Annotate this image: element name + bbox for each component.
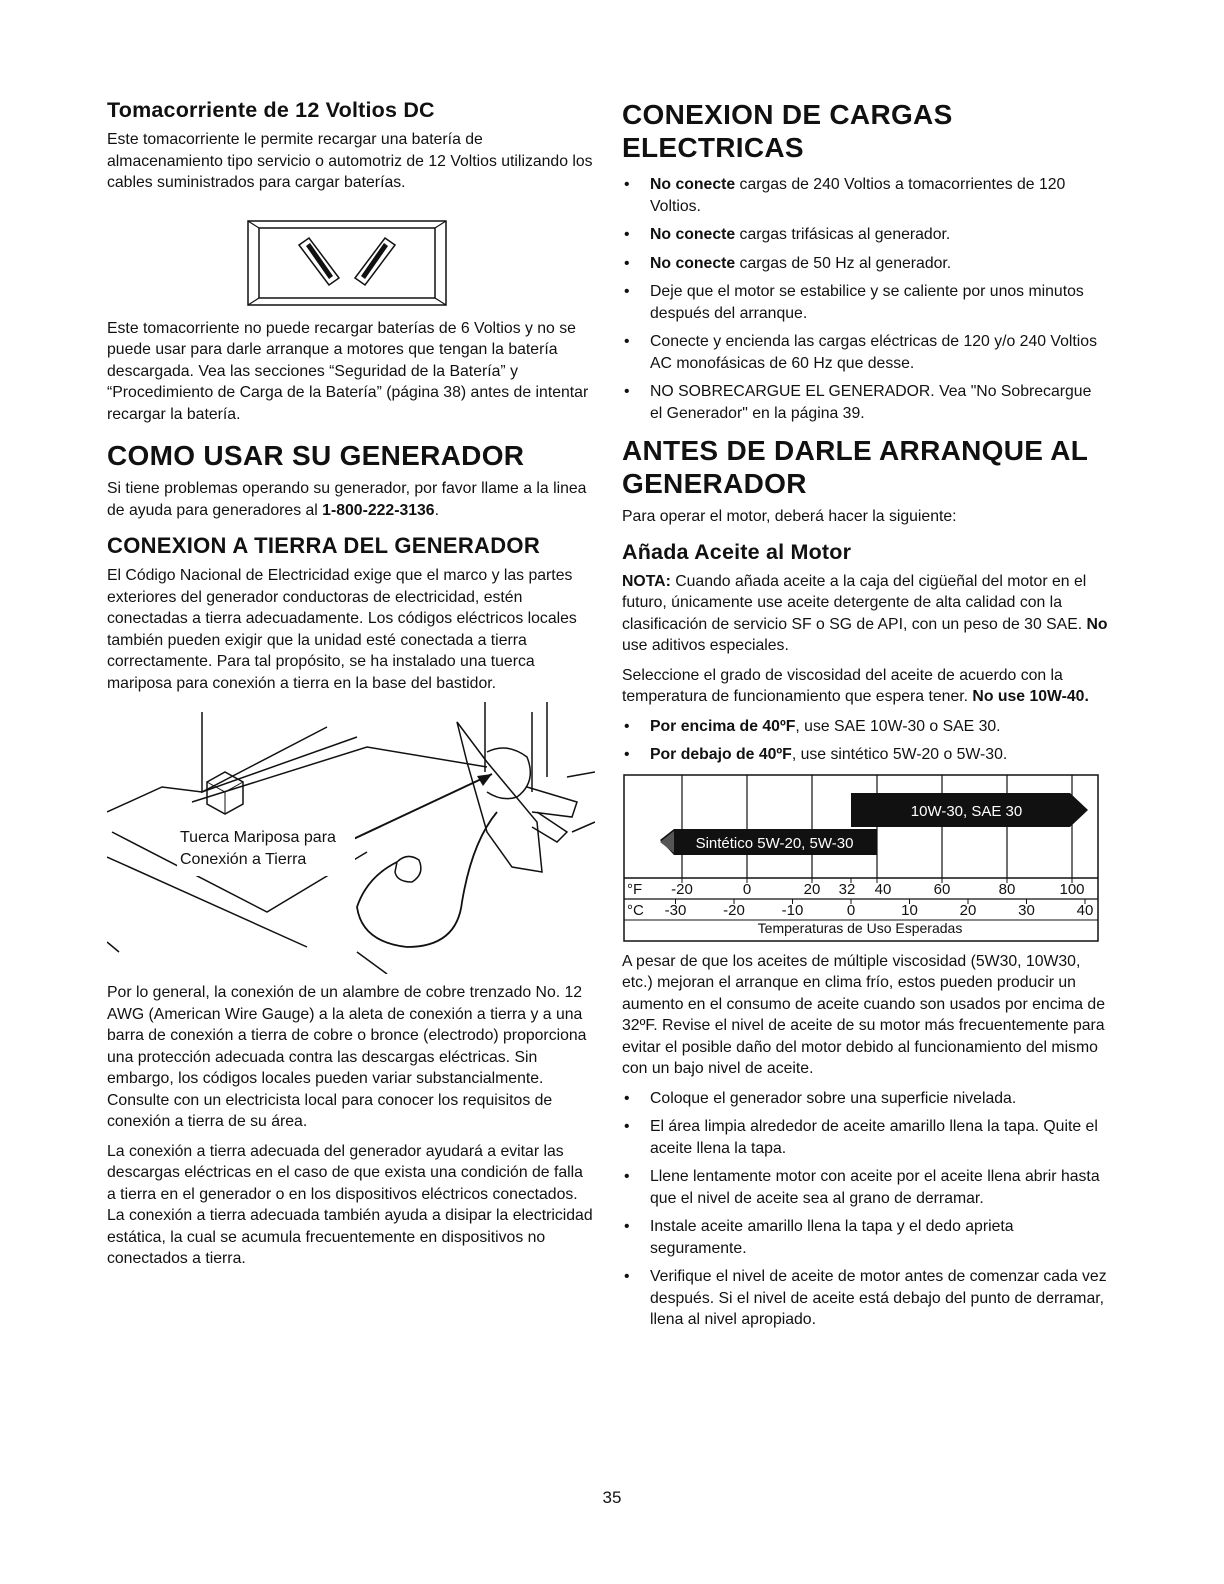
dc-outlet-figure (247, 220, 447, 306)
aceite-title: Añada Aceite al Motor (622, 539, 852, 564)
list-item: • Instale aceite amarillo llena la tapa y el dedo aprieta seguramente. (622, 1216, 1108, 1259)
c-tick-label: 40 (1076, 901, 1094, 919)
list-item: • No conecte cargas trifásicas al generador. (622, 224, 1108, 246)
fill-list (622, 1088, 1108, 1331)
bar-label-synthetic: Sintético 5W-20, 5W-30 (695, 834, 854, 852)
f-unit-label: °F (627, 880, 643, 898)
page-number: 35 (602, 1488, 622, 1507)
right-column (622, 98, 1108, 1338)
list-item: • No conecte cargas de 240 Voltios a tomacorrientes de 120 Voltios. (622, 174, 1108, 217)
list-item: • El área limpia alrededor de aceite amarillo llena la tapa. Quite el aceite llena la tapa. (622, 1116, 1108, 1159)
list-item: • No conecte cargas de 50 Hz al generador. (622, 253, 1108, 275)
tierra-paragraph-2: Por lo general, la conexión de un alambre de cobre trenzado No. 12 AWG (American Wire Gauge) a la aleta de conexión a tierra y a una barra de conexión a tierra de cobre o bronce (electrodo) proporciona una protección adecuada contra las descargas eléctricas. Sin embargo, los códigos locales pueden variar substancialmente. Consulte con un electricista local para conocer los requisitos de conexión a tierra de su área. (107, 984, 587, 1130)
tierra-paragraph-3: La conexión a tierra adecuada del generador ayudará a evitar las descargas eléctricas en el caso de que exista una condición de falla a tierra en el generador o en los dispositivos eléctricos conectados. La conexión a tierra adecuada también ayuda a disipar la electricidad estática, la cual se acumula frecuentemente en dispositivos no conectados a tierra. (107, 1142, 593, 1267)
como-paragraph: Si tiene problemas operando su generador, por favor llame a la linea de ayuda para generadores al 1-800-222-3136. (107, 480, 587, 519)
como-title: COMO USAR SU GENERADOR (107, 440, 525, 471)
list-item: • Coloque el generador sobre una superficie nivelada. (622, 1088, 1108, 1110)
multi-viscosity-paragraph: A pesar de que los aceites de múltiple viscosidad (5W30, 10W30, etc.) mejoran el arranque en clima frío, estos pueden producir un aumento en el consumo de aceite cuando son usados por encima de 32ºF. Revise el nivel de aceite de su motor más frecuentemente para evitar el posible daño del motor debido al funcionamiento del mismo con un bajo nivel de aceite. (622, 952, 1106, 1077)
chart-title: Temperaturas de Uso Esperadas (757, 919, 963, 936)
c-tick-label: 0 (846, 901, 856, 919)
c-tick-label: -10 (781, 901, 804, 919)
cargas-list (622, 174, 1108, 424)
c-unit-label: °C (627, 901, 644, 919)
wingnut-label-line-2: Conexión a Tierra (180, 851, 307, 868)
helpline-phone: 1-800-222-3136 (322, 501, 435, 519)
list-item: • Deje que el motor se estabilice y se caliente por unos minutos después del arranque. (622, 281, 1108, 324)
f-tick-label: 32 (838, 880, 856, 898)
list-item: • Verifique el nivel de aceite de motor antes de comenzar cada vez después. Si el nivel de aceite está debajo del punto de derramar, llena al nivel apropiado. (622, 1266, 1108, 1331)
list-item: • Por encima de 40ºF, use SAE 10W-30 o SAE 30. (622, 716, 1108, 738)
list-item: • NO SOBRECARGUE EL GENERADOR. Vea "No Sobrecargue el Generador" en la página 39. (622, 381, 1108, 424)
c-tick-label: -20 (723, 901, 745, 919)
c-tick-label: 20 (959, 901, 977, 919)
antes-title: ANTES DE DARLE ARRANQUE AL GENERADOR (622, 435, 1089, 499)
temp-list (622, 716, 1108, 766)
f-tick-label: 20 (803, 880, 821, 898)
outlet-slot-right-fill (361, 243, 388, 279)
cargas-title: CONEXION DE CARGAS ELECTRICAS (622, 99, 953, 163)
outlet-bevel-lines (248, 221, 446, 305)
f-tick-label: 60 (933, 880, 951, 898)
ground-wingnut-figure (107, 702, 595, 974)
outlet-outer-frame (248, 221, 446, 305)
list-item: • Conecte y encienda las cargas eléctricas de 120 y/o 240 Voltios AC monofásicas de 60 Hz que desse. (622, 331, 1108, 374)
f-tick-label: 80 (998, 880, 1016, 898)
oil-temperature-chart (622, 773, 1100, 943)
outlet-paragraph-1: Este tomacorriente le permite recargar una batería de almacenamiento tipo servicio o automotriz de 12 Voltios utilizando los cables suministrados para cargar baterías. (107, 131, 593, 191)
f-tick-label: 100 (1059, 880, 1085, 898)
bar-label-10w30: 10W-30, SAE 30 (910, 802, 1023, 820)
c-tick-label: 10 (901, 901, 918, 919)
f-tick-label: 0 (742, 880, 752, 898)
f-tick-label: -20 (671, 880, 693, 898)
antes-paragraph: Para operar el motor, deberá hacer la siguiente: (622, 508, 957, 525)
c-tick-label: -30 (664, 901, 687, 919)
outlet-title: Tomacorriente de 12 Voltios DC (107, 98, 435, 122)
left-column (107, 98, 595, 1278)
outlet-paragraph-2: Este tomacorriente no puede recargar baterías de 6 Voltios y no se puede usar para darle arranque a motores que tengan la batería descargada. Vea las secciones “Seguridad de la Batería” y “Procedimiento de Carga de la Batería” (página 38) antes de intentar recargar la batería. (107, 319, 589, 423)
list-item: • Por debajo de 40ºF, use sintético 5W-20 o 5W-30. (622, 744, 1108, 766)
tierra-title: CONEXION A TIERRA DEL GENERADOR (107, 533, 541, 558)
outlet-slot-left-fill (306, 243, 333, 279)
tierra-paragraph-1: El Código Nacional de Electricidad exige que el marco y las partes exteriores del generador conductoras de electricidad, estén conectadas a tierra adecuadamente. Los códigos eléctricos locales también pueden exigir que la unidad esté conectada a tierra correctamente. Para tal propósito, se ha instalado una tuerca mariposa para conexión a tierra en la base del bastidor. (107, 567, 577, 692)
viscosity-paragraph: Seleccione el grado de viscosidad del aceite de acuerdo con la temperatura de funcionamiento que espera tener. No use 10W-40. (622, 666, 1089, 705)
bar-synthetic-arrow (660, 831, 674, 853)
c-tick-label: 30 (1018, 901, 1035, 919)
nota-paragraph: NOTA: Cuando añada aceite a la caja del cigüeñal del motor en el futuro, únicamente use aceite detergente de alta calidad con la clasificación de servicio SF o SG de API, con un peso de 30 SAE. No use aditivos especiales. (622, 572, 1108, 654)
list-item: • Llene lentamente motor con aceite por el aceite llena abrir hasta que el nivel de aceite sea al grano de derramar. (622, 1166, 1108, 1209)
f-tick-label: 40 (874, 880, 892, 898)
outlet-inner-frame (259, 228, 435, 298)
wingnut-label-line-1: Tuerca Mariposa para (180, 829, 336, 846)
